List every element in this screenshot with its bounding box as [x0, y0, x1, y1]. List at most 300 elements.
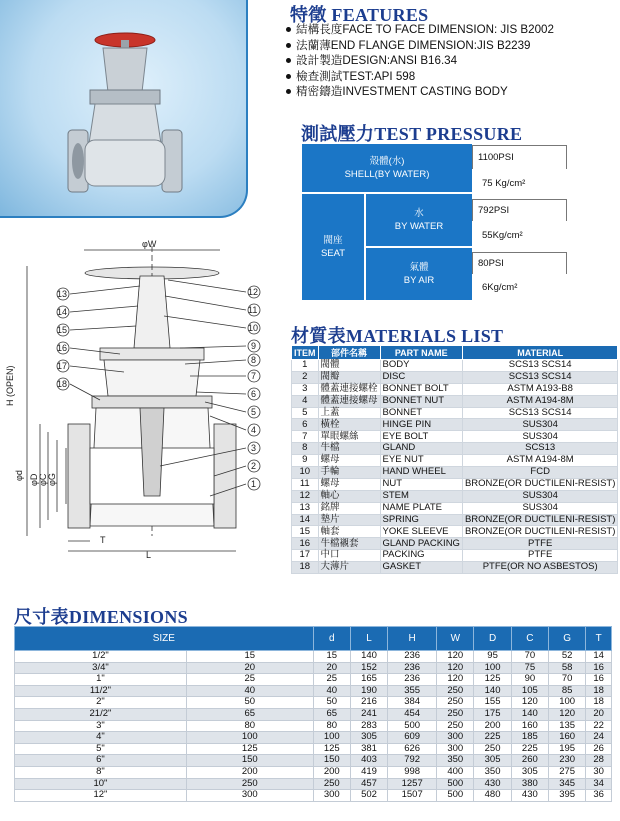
- part-cn-cell: 銘牌: [318, 502, 380, 514]
- size-mm-cell: 20: [186, 662, 313, 674]
- dim-cell: 250: [437, 708, 474, 720]
- right-callouts: [248, 286, 260, 490]
- size-inch-cell: 6": [15, 755, 187, 767]
- shell-label-cell: [302, 144, 472, 192]
- dim-cell: 70: [549, 674, 586, 686]
- size-inch-cell: 21/2": [15, 708, 187, 720]
- dim-cell: 250: [313, 778, 350, 790]
- part-name-cell: BONNET NUT: [380, 395, 462, 407]
- table-row: [15, 766, 612, 778]
- table-row: [292, 478, 618, 490]
- air-label-cn: 氣體: [409, 262, 429, 273]
- callout-7: 7: [251, 371, 257, 381]
- feature-item: 設計製造DESIGN:ANSI B16.34: [286, 53, 554, 69]
- col-part-cn: 部件名稱: [318, 346, 380, 360]
- material-cell: SUS304: [462, 419, 617, 431]
- dim-cell: 195: [549, 743, 586, 755]
- size-inch-cell: 3/4": [15, 662, 187, 674]
- part-cn-cell: 體蓋連接螺母: [318, 395, 380, 407]
- dim-cell: 15: [313, 651, 350, 663]
- item-cell: 13: [292, 502, 319, 514]
- table-row: [15, 708, 612, 720]
- part-name-cell: HINGE PIN: [380, 419, 462, 431]
- table-row: [292, 443, 618, 455]
- part-cn-cell: 螺母: [318, 455, 380, 467]
- callout-18: 18: [57, 379, 68, 389]
- dim-cell: 626: [388, 743, 437, 755]
- dim-cell: 30: [586, 766, 612, 778]
- part-name-cell: BONNET: [380, 407, 462, 419]
- dim-cell: 350: [474, 766, 511, 778]
- table-row: [292, 455, 618, 467]
- dim-cell: 430: [511, 790, 548, 802]
- materials-body: [292, 360, 618, 574]
- item-cell: 6: [292, 419, 319, 431]
- dim-cell: 135: [549, 720, 586, 732]
- callout-6: 6: [251, 389, 257, 399]
- item-cell: 10: [292, 467, 319, 479]
- product-photo: [0, 0, 248, 218]
- shell-label-en: SHELL(BY WATER): [344, 169, 430, 180]
- part-cn-cell: 軸套: [318, 526, 380, 538]
- size-mm-cell: 50: [186, 697, 313, 709]
- callout-11: 11: [248, 305, 258, 315]
- dim-cell: 457: [350, 778, 387, 790]
- callout-15: 15: [57, 325, 68, 335]
- part-cn-cell: 中口: [318, 550, 380, 562]
- item-cell: 15: [292, 526, 319, 538]
- air-kg: 6Kg/cm²: [477, 276, 567, 298]
- dim-cell: 50: [313, 697, 350, 709]
- dim-cell: 18: [586, 685, 612, 697]
- dim-cell: 236: [388, 662, 437, 674]
- part-cn-cell: 單眼螺絲: [318, 431, 380, 443]
- shell-label-cn: 殼體(水): [369, 156, 405, 167]
- col-size: SIZE: [15, 627, 314, 651]
- part-name-cell: BONNET BOLT: [380, 383, 462, 395]
- water-label-cell: [366, 194, 472, 246]
- dim-cell: 260: [511, 755, 548, 767]
- part-name-cell: PACKING: [380, 550, 462, 562]
- material-cell: PTFE(OR NO ASBESTOS): [462, 562, 617, 574]
- part-cn-cell: 上蓋: [318, 407, 380, 419]
- size-inch-cell: 5": [15, 743, 187, 755]
- dim-cell: 1507: [388, 790, 437, 802]
- table-row: [292, 490, 618, 502]
- dim-cell: 998: [388, 766, 437, 778]
- size-inch-cell: 1/2": [15, 651, 187, 663]
- test-pressure-grid: [302, 144, 567, 300]
- col-dd: D: [474, 627, 511, 651]
- item-cell: 16: [292, 538, 319, 550]
- size-mm-cell: 65: [186, 708, 313, 720]
- part-cn-cell: 橫栓: [318, 419, 380, 431]
- dim-cell: 95: [474, 651, 511, 663]
- dim-cell: 140: [511, 708, 548, 720]
- left-callouts: [57, 288, 69, 390]
- air-psi: 80PSI: [472, 252, 567, 274]
- dim-cell: 430: [474, 778, 511, 790]
- dim-cell: 609: [388, 732, 437, 744]
- dim-cell: 85: [549, 685, 586, 697]
- dim-cell: 305: [350, 732, 387, 744]
- table-row: [15, 732, 612, 744]
- callout-9: 9: [251, 341, 257, 351]
- table-row: [292, 395, 618, 407]
- dim-cell: 160: [549, 732, 586, 744]
- dim-cell: 384: [388, 697, 437, 709]
- dim-cell: 300: [437, 743, 474, 755]
- seat-label-cell: [302, 194, 364, 300]
- table-row: [292, 360, 618, 372]
- part-name-cell: HAND WHEEL: [380, 467, 462, 479]
- dim-cell: 70: [511, 651, 548, 663]
- dim-cell: 403: [350, 755, 387, 767]
- material-cell: SUS304: [462, 502, 617, 514]
- table-row: [292, 371, 618, 383]
- dim-cell: 480: [474, 790, 511, 802]
- dim-h-label: H (OPEN): [5, 365, 15, 406]
- size-inch-cell: 3": [15, 720, 187, 732]
- item-cell: 12: [292, 490, 319, 502]
- size-inch-cell: 12": [15, 790, 187, 802]
- materials-title: 材質表MATERIALS LIST: [291, 326, 504, 346]
- dim-cell: 80: [313, 720, 350, 732]
- water-label-en: BY WATER: [394, 221, 444, 232]
- callout-4: 4: [251, 425, 257, 435]
- dim-cell: 140: [474, 685, 511, 697]
- dim-cell: 100: [549, 697, 586, 709]
- dim-cell: 65: [313, 708, 350, 720]
- dim-cell: 500: [388, 720, 437, 732]
- dim-cell: 75: [511, 662, 548, 674]
- dim-cell: 34: [586, 778, 612, 790]
- size-mm-cell: 300: [186, 790, 313, 802]
- feature-item: 檢查測試TEST:API 598: [286, 69, 554, 85]
- part-name-cell: SPRING: [380, 514, 462, 526]
- item-cell: 3: [292, 383, 319, 395]
- dim-cell: 24: [586, 732, 612, 744]
- material-cell: PTFE: [462, 550, 617, 562]
- dim-cell: 355: [388, 685, 437, 697]
- features-list: [286, 22, 554, 100]
- dim-cell: 58: [549, 662, 586, 674]
- size-mm-cell: 25: [186, 674, 313, 686]
- callout-8: 8: [251, 355, 257, 365]
- dim-cell: 250: [474, 743, 511, 755]
- table-row: [292, 419, 618, 431]
- dim-cell: 16: [586, 674, 612, 686]
- water-psi: 792PSI: [472, 199, 567, 221]
- callout-13: 13: [57, 289, 68, 299]
- size-mm-cell: 100: [186, 732, 313, 744]
- dim-cell: 236: [388, 651, 437, 663]
- col-item: ITEM: [292, 346, 319, 360]
- part-cn-cell: 閥瓣: [318, 371, 380, 383]
- dim-cell: 14: [586, 651, 612, 663]
- part-name-cell: GASKET: [380, 562, 462, 574]
- dim-cell: 225: [511, 743, 548, 755]
- part-name-cell: EYE BOLT: [380, 431, 462, 443]
- part-name-cell: NUT: [380, 478, 462, 490]
- col-w: W: [437, 627, 474, 651]
- table-row: [292, 562, 618, 574]
- dim-cell: 152: [350, 662, 387, 674]
- feature-item: 結構長度FACE TO FACE DIMENSION: JIS B2002: [286, 22, 554, 38]
- dim-g-label: φG: [47, 473, 57, 486]
- dim-cell: 236: [388, 674, 437, 686]
- part-cn-cell: 大薄片: [318, 562, 380, 574]
- dim-cell: 25: [313, 674, 350, 686]
- part-name-cell: STEM: [380, 490, 462, 502]
- material-cell: ASTM A194-8M: [462, 395, 617, 407]
- item-cell: 9: [292, 455, 319, 467]
- dim-cell: 190: [350, 685, 387, 697]
- size-inch-cell: 4": [15, 732, 187, 744]
- callout-12: 12: [248, 287, 259, 297]
- material-cell: BRONZE(OR DUCTILENI-RESIST): [462, 478, 617, 490]
- material-cell: SUS304: [462, 431, 617, 443]
- size-mm-cell: 125: [186, 743, 313, 755]
- table-row: [292, 502, 618, 514]
- callout-3: 3: [251, 443, 257, 453]
- dim-cell: 120: [511, 697, 548, 709]
- dim-cell: 241: [350, 708, 387, 720]
- col-part-name: PART NAME: [380, 346, 462, 360]
- col-t: T: [586, 627, 612, 651]
- dim-cell: 120: [437, 674, 474, 686]
- materials-table: [291, 345, 618, 574]
- table-row: [15, 651, 612, 663]
- size-inch-cell: 2": [15, 697, 187, 709]
- features-title: 特徵 FEATURES: [290, 5, 429, 25]
- callout-14: 14: [57, 307, 68, 317]
- dim-cell: 28: [586, 755, 612, 767]
- dim-cell: 283: [350, 720, 387, 732]
- dim-cell: 125: [313, 743, 350, 755]
- dim-cell: 380: [511, 778, 548, 790]
- dim-cell: 395: [549, 790, 586, 802]
- dim-cell: 125: [474, 674, 511, 686]
- part-cn-cell: 螺母: [318, 478, 380, 490]
- table-header-row: [292, 346, 618, 360]
- dim-cell: 502: [350, 790, 387, 802]
- item-cell: 17: [292, 550, 319, 562]
- air-label-en: BY AIR: [403, 275, 435, 286]
- table-row: [292, 538, 618, 550]
- dim-cell: 250: [437, 685, 474, 697]
- part-cn-cell: 閥體: [318, 360, 380, 372]
- table-row: [15, 778, 612, 790]
- dim-l-label: L: [146, 550, 152, 560]
- col-l: L: [350, 627, 387, 651]
- table-row: [292, 550, 618, 562]
- dim-cell: 454: [388, 708, 437, 720]
- dim-cell: 20: [313, 662, 350, 674]
- size-inch-cell: 11/2": [15, 685, 187, 697]
- size-mm-cell: 15: [186, 651, 313, 663]
- dim-cell: 160: [511, 720, 548, 732]
- dim-cell: 500: [437, 778, 474, 790]
- part-cn-cell: 牛檔: [318, 443, 380, 455]
- feature-item: 精密鑄造INVESTMENT CASTING BODY: [286, 84, 554, 100]
- dim-cell: 100: [313, 732, 350, 744]
- dim-cell: 150: [313, 755, 350, 767]
- table-row: [15, 674, 612, 686]
- callout-16: 16: [57, 343, 68, 353]
- part-name-cell: BODY: [380, 360, 462, 372]
- dim-cell: 120: [549, 708, 586, 720]
- water-kg: 55Kg/cm²: [477, 224, 567, 246]
- size-mm-cell: 200: [186, 766, 313, 778]
- dim-cell: 175: [474, 708, 511, 720]
- size-mm-cell: 40: [186, 685, 313, 697]
- material-cell: ASTM A193-B8: [462, 383, 617, 395]
- table-header-row: [15, 627, 612, 651]
- part-cn-cell: 手輪: [318, 467, 380, 479]
- part-cn-cell: 軸心: [318, 490, 380, 502]
- dim-w-label: φW: [142, 239, 157, 249]
- item-cell: 1: [292, 360, 319, 372]
- dim-cell: 300: [313, 790, 350, 802]
- dim-cell: 200: [313, 766, 350, 778]
- dim-cell: 275: [549, 766, 586, 778]
- dim-c-label: φC: [38, 473, 48, 486]
- dim-cell: 36: [586, 790, 612, 802]
- dim-cell: 300: [437, 732, 474, 744]
- dim-cell: 305: [511, 766, 548, 778]
- dim-d-label: φD: [29, 473, 39, 486]
- material-cell: SCS13: [462, 443, 617, 455]
- col-g: G: [549, 627, 586, 651]
- valve-section-drawing: [0, 236, 285, 592]
- dim-cell: 22: [586, 720, 612, 732]
- seat-label-cn: 閥座: [323, 235, 343, 246]
- dim-cell: 26: [586, 743, 612, 755]
- part-name-cell: YOKE SLEEVE: [380, 526, 462, 538]
- dimensions-table: [14, 626, 612, 802]
- dim-cell: 419: [350, 766, 387, 778]
- dim-cell: 500: [437, 790, 474, 802]
- part-cn-cell: 牛檔襯套: [318, 538, 380, 550]
- dim-cell: 381: [350, 743, 387, 755]
- shell-kg: 75 Kg/cm²: [477, 172, 567, 194]
- gate-valve-photo-icon: [0, 0, 248, 218]
- item-cell: 2: [292, 371, 319, 383]
- table-row: [292, 526, 618, 538]
- material-cell: SCS13 SCS14: [462, 360, 617, 372]
- air-label-cell: [366, 248, 472, 300]
- item-cell: 11: [292, 478, 319, 490]
- col-c: C: [511, 627, 548, 651]
- material-cell: SUS304: [462, 490, 617, 502]
- part-name-cell: GLAND: [380, 443, 462, 455]
- item-cell: 4: [292, 395, 319, 407]
- part-cn-cell: 墊片: [318, 514, 380, 526]
- dim-cell: 400: [437, 766, 474, 778]
- dim-cell: 100: [474, 662, 511, 674]
- table-row: [15, 790, 612, 802]
- dim-cell: 225: [474, 732, 511, 744]
- part-cn-cell: 體蓋連接螺栓: [318, 383, 380, 395]
- table-row: [15, 685, 612, 697]
- col-material: MATERIAL: [462, 346, 617, 360]
- size-inch-cell: 1": [15, 674, 187, 686]
- dim-cell: 185: [511, 732, 548, 744]
- size-mm-cell: 80: [186, 720, 313, 732]
- dim-cell: 230: [549, 755, 586, 767]
- material-cell: SCS13 SCS14: [462, 407, 617, 419]
- material-cell: PTFE: [462, 538, 617, 550]
- size-mm-cell: 150: [186, 755, 313, 767]
- table-row: [15, 697, 612, 709]
- dim-cell: 250: [437, 720, 474, 732]
- test-pressure-title: 測試壓力TEST PRESSURE: [301, 124, 523, 144]
- dim-cell: 350: [437, 755, 474, 767]
- table-row: [15, 755, 612, 767]
- dim-cell: 16: [586, 662, 612, 674]
- dim-cell: 52: [549, 651, 586, 663]
- dim-cell: 105: [511, 685, 548, 697]
- dim-cell: 120: [437, 662, 474, 674]
- dim-cell: 200: [474, 720, 511, 732]
- material-cell: FCD: [462, 467, 617, 479]
- part-name-cell: EYE NUT: [380, 455, 462, 467]
- col-h: H: [388, 627, 437, 651]
- item-cell: 5: [292, 407, 319, 419]
- dim-cell: 216: [350, 697, 387, 709]
- material-cell: BRONZE(OR DUCTILENI-RESIST): [462, 514, 617, 526]
- dim-cell: 20: [586, 708, 612, 720]
- dim-cell: 305: [474, 755, 511, 767]
- callout-2: 2: [251, 461, 257, 471]
- col-d: d: [313, 627, 350, 651]
- material-cell: ASTM A194-8M: [462, 455, 617, 467]
- dim-dd-label: φd: [14, 470, 24, 481]
- table-row: [292, 514, 618, 526]
- item-cell: 18: [292, 562, 319, 574]
- material-cell: SCS13 SCS14: [462, 371, 617, 383]
- seat-label-en: SEAT: [320, 248, 346, 259]
- material-cell: BRONZE(OR DUCTILENI-RESIST): [462, 526, 617, 538]
- dim-cell: 155: [474, 697, 511, 709]
- table-row: [292, 383, 618, 395]
- item-cell: 14: [292, 514, 319, 526]
- dim-cell: 792: [388, 755, 437, 767]
- dim-cell: 140: [350, 651, 387, 663]
- dim-cell: 18: [586, 697, 612, 709]
- size-inch-cell: 8": [15, 766, 187, 778]
- dim-t-label: T: [100, 535, 106, 545]
- table-row: [15, 743, 612, 755]
- item-cell: 7: [292, 431, 319, 443]
- callout-17: 17: [57, 361, 68, 371]
- part-name-cell: DISC: [380, 371, 462, 383]
- dim-cell: 345: [549, 778, 586, 790]
- dim-cell: 90: [511, 674, 548, 686]
- shell-psi: 1100PSI: [472, 145, 567, 169]
- part-name-cell: NAME PLATE: [380, 502, 462, 514]
- callout-1: 1: [251, 479, 257, 489]
- feature-item: 法蘭薄END FLANGE DIMENSION:JIS B2239: [286, 38, 554, 54]
- dim-cell: 250: [437, 697, 474, 709]
- part-name-cell: GLAND PACKING: [380, 538, 462, 550]
- table-row: [15, 662, 612, 674]
- table-row: [292, 431, 618, 443]
- dim-cell: 1257: [388, 778, 437, 790]
- water-label-cn: 水: [414, 208, 424, 219]
- table-row: [292, 467, 618, 479]
